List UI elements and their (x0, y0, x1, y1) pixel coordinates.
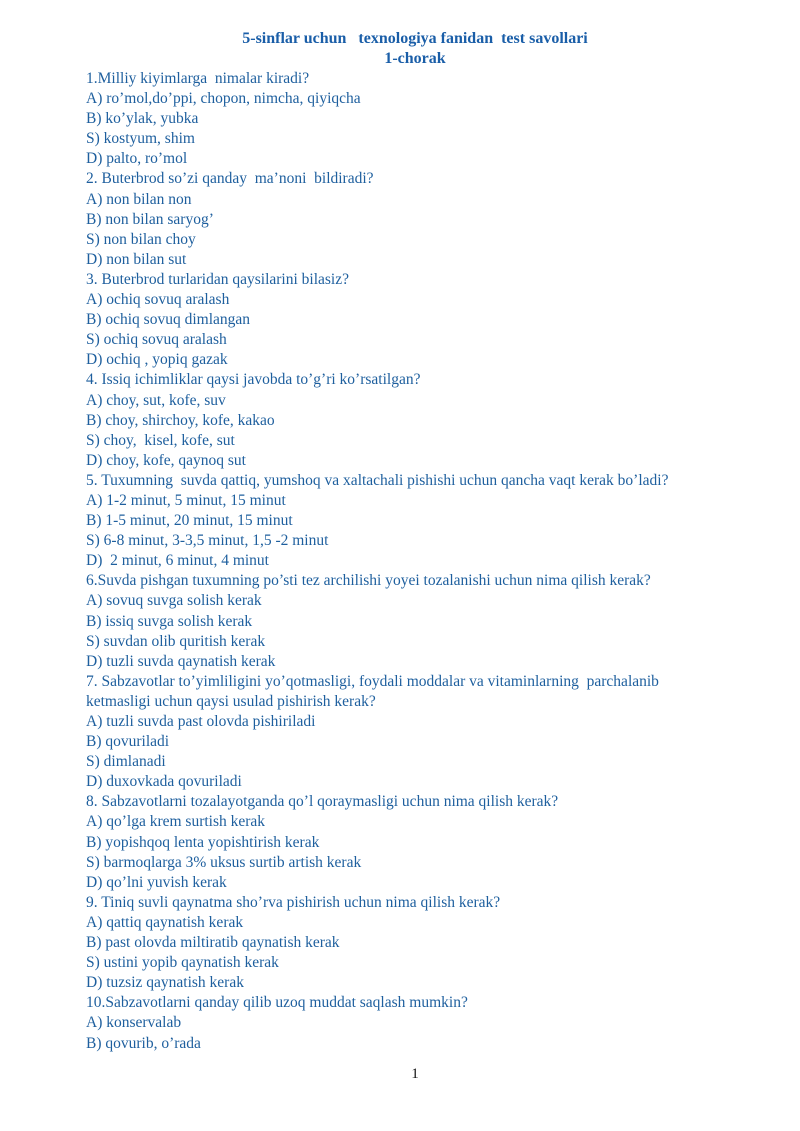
answer-option-a: A) ochiq sovuq aralash (86, 291, 230, 309)
question-1 (86, 69, 766, 169)
question-4 (86, 370, 766, 470)
question-text: 2. Buterbrod so’zi qanday ma’noni bildiradi? (86, 170, 374, 188)
answer-option-s: S) non bilan choy (86, 230, 196, 248)
answer-option-a: A) non bilan non (86, 190, 192, 208)
answer-option-b: B) ko’ylak, yubka (86, 110, 199, 128)
answer-option-s: S) ochiq sovuq aralash (86, 331, 227, 349)
answer-option-a: A) sovuq suvga solish kerak (86, 592, 262, 610)
answer-option-d: D) palto, ro’mol (86, 150, 188, 168)
answer-option-b: B) choy, shirchoy, kofe, kakao (86, 411, 275, 429)
answer-option-b: B) qovurib, o’rada (86, 1034, 201, 1052)
question-7 (86, 672, 766, 793)
question-list (86, 69, 766, 1054)
answer-option-d: D) duxovkada qovuriladi (86, 773, 242, 791)
answer-option-a: A) choy, sut, kofe, suv (86, 391, 226, 409)
question-6 (86, 571, 766, 671)
page-title: 5-sinflar uchun texnologiya fanidan test savollari (242, 30, 588, 47)
question-text: 4. Issiq ichimliklar qaysi javobda to’g’ri ko’rsatilgan? (86, 371, 421, 389)
answer-option-d: D) 2 minut, 6 minut, 4 minut (86, 552, 269, 570)
answer-option-d: D) tuzsiz qaynatish kerak (86, 974, 244, 992)
answer-option-s: S) dimlanadi (86, 753, 166, 771)
answer-option-a: A) tuzli suvda past olovda pishiriladi (86, 713, 316, 730)
answer-option-s: S) kostyum, shim (86, 130, 195, 148)
answer-option-a: A) qo’lga krem surtish kerak (86, 813, 266, 831)
answer-option-s: S) choy, kisel, kofe, sut (86, 431, 235, 449)
answer-option-s: S) ustini yopib qaynatish kerak (86, 954, 279, 972)
page-number: 1 (411, 1066, 419, 1082)
question-text: 8. Sabzavotlarni tozalayotganda qo’l qoraymasligi uchun nima qilish kerak? (86, 793, 559, 811)
answer-option-b: B) yopishqoq lenta yopishtirish kerak (86, 833, 320, 851)
question-3 (86, 270, 766, 370)
answer-option-d: D) choy, kofe, qaynoq sut (86, 451, 246, 469)
answer-option-a: A) qattiq qaynatish kerak (86, 913, 244, 931)
answer-option-a: A) ro’mol,do’ppi, chopon, nimcha, qiyiqcha (86, 90, 361, 108)
page-subtitle: 1-chorak (384, 50, 446, 67)
answer-option-b: B) ochiq sovuq dimlangan (86, 311, 251, 329)
answer-option-b: B) non bilan saryog’ (86, 210, 214, 228)
answer-option-s: S) barmoqlarga 3% uksus surtib artish kerak (86, 853, 362, 871)
question-text: 1.Milliy kiyimlarga nimalar kiradi? (86, 70, 310, 87)
answer-option-s: S) 6-8 minut, 3-3,5 minut, 1,5 -2 minut (86, 532, 329, 550)
question-2 (86, 169, 766, 269)
answer-option-d: D) non bilan sut (86, 250, 187, 268)
question-text: 7. Sabzavotlar to’yimliligini yo’qotmasligi, foydali moddalar va vitaminlarning parchalanib (86, 672, 659, 690)
answer-option-d: D) ochiq , yopiq gazak (86, 351, 228, 369)
answer-option-a: A) konservalab (86, 1014, 182, 1032)
question-text: 9. Tiniq suvli qaynatma sho’rva pishirish uchun nima qilish kerak? (86, 893, 501, 911)
question-10 (86, 993, 766, 1053)
question-9 (86, 893, 766, 993)
question-5 (86, 471, 766, 571)
answer-option-b: B) issiq suvga solish kerak (86, 612, 253, 630)
answer-option-d: D) tuzli suvda qaynatish kerak (86, 652, 276, 670)
answer-option-b: B) qovuriladi (86, 733, 170, 751)
answer-option-b: B) 1-5 minut, 20 minut, 15 minut (86, 512, 293, 530)
question-text: 6.Suvda pishgan tuxumning po’sti tez archilishi yoyei tozalanishi uchun nima qilish kerak? (86, 572, 651, 590)
question-8 (86, 792, 766, 892)
question-text: 3. Buterbrod turlaridan qaysilarini bilasiz? (86, 270, 349, 288)
question-text: 5. Tuxumning suvda qattiq, yumshoq va xaltachali pishishi uchun qancha vaqt kerak bo’ladi? (86, 471, 669, 489)
question-text-continued: ketmasligi uchun qaysi usulad pishirish kerak? (86, 692, 376, 710)
answer-option-a: A) 1-2 minut, 5 minut, 15 minut (86, 491, 286, 509)
answer-option-d: D) qo’lni yuvish kerak (86, 873, 227, 891)
answer-option-b: B) past olovda miltiratib qaynatish kerak (86, 934, 340, 952)
question-text: 10.Sabzavotlarni qanday qilib uzoq muddat saqlash mumkin? (86, 994, 468, 1012)
answer-option-s: S) suvdan olib quritish kerak (86, 632, 266, 650)
